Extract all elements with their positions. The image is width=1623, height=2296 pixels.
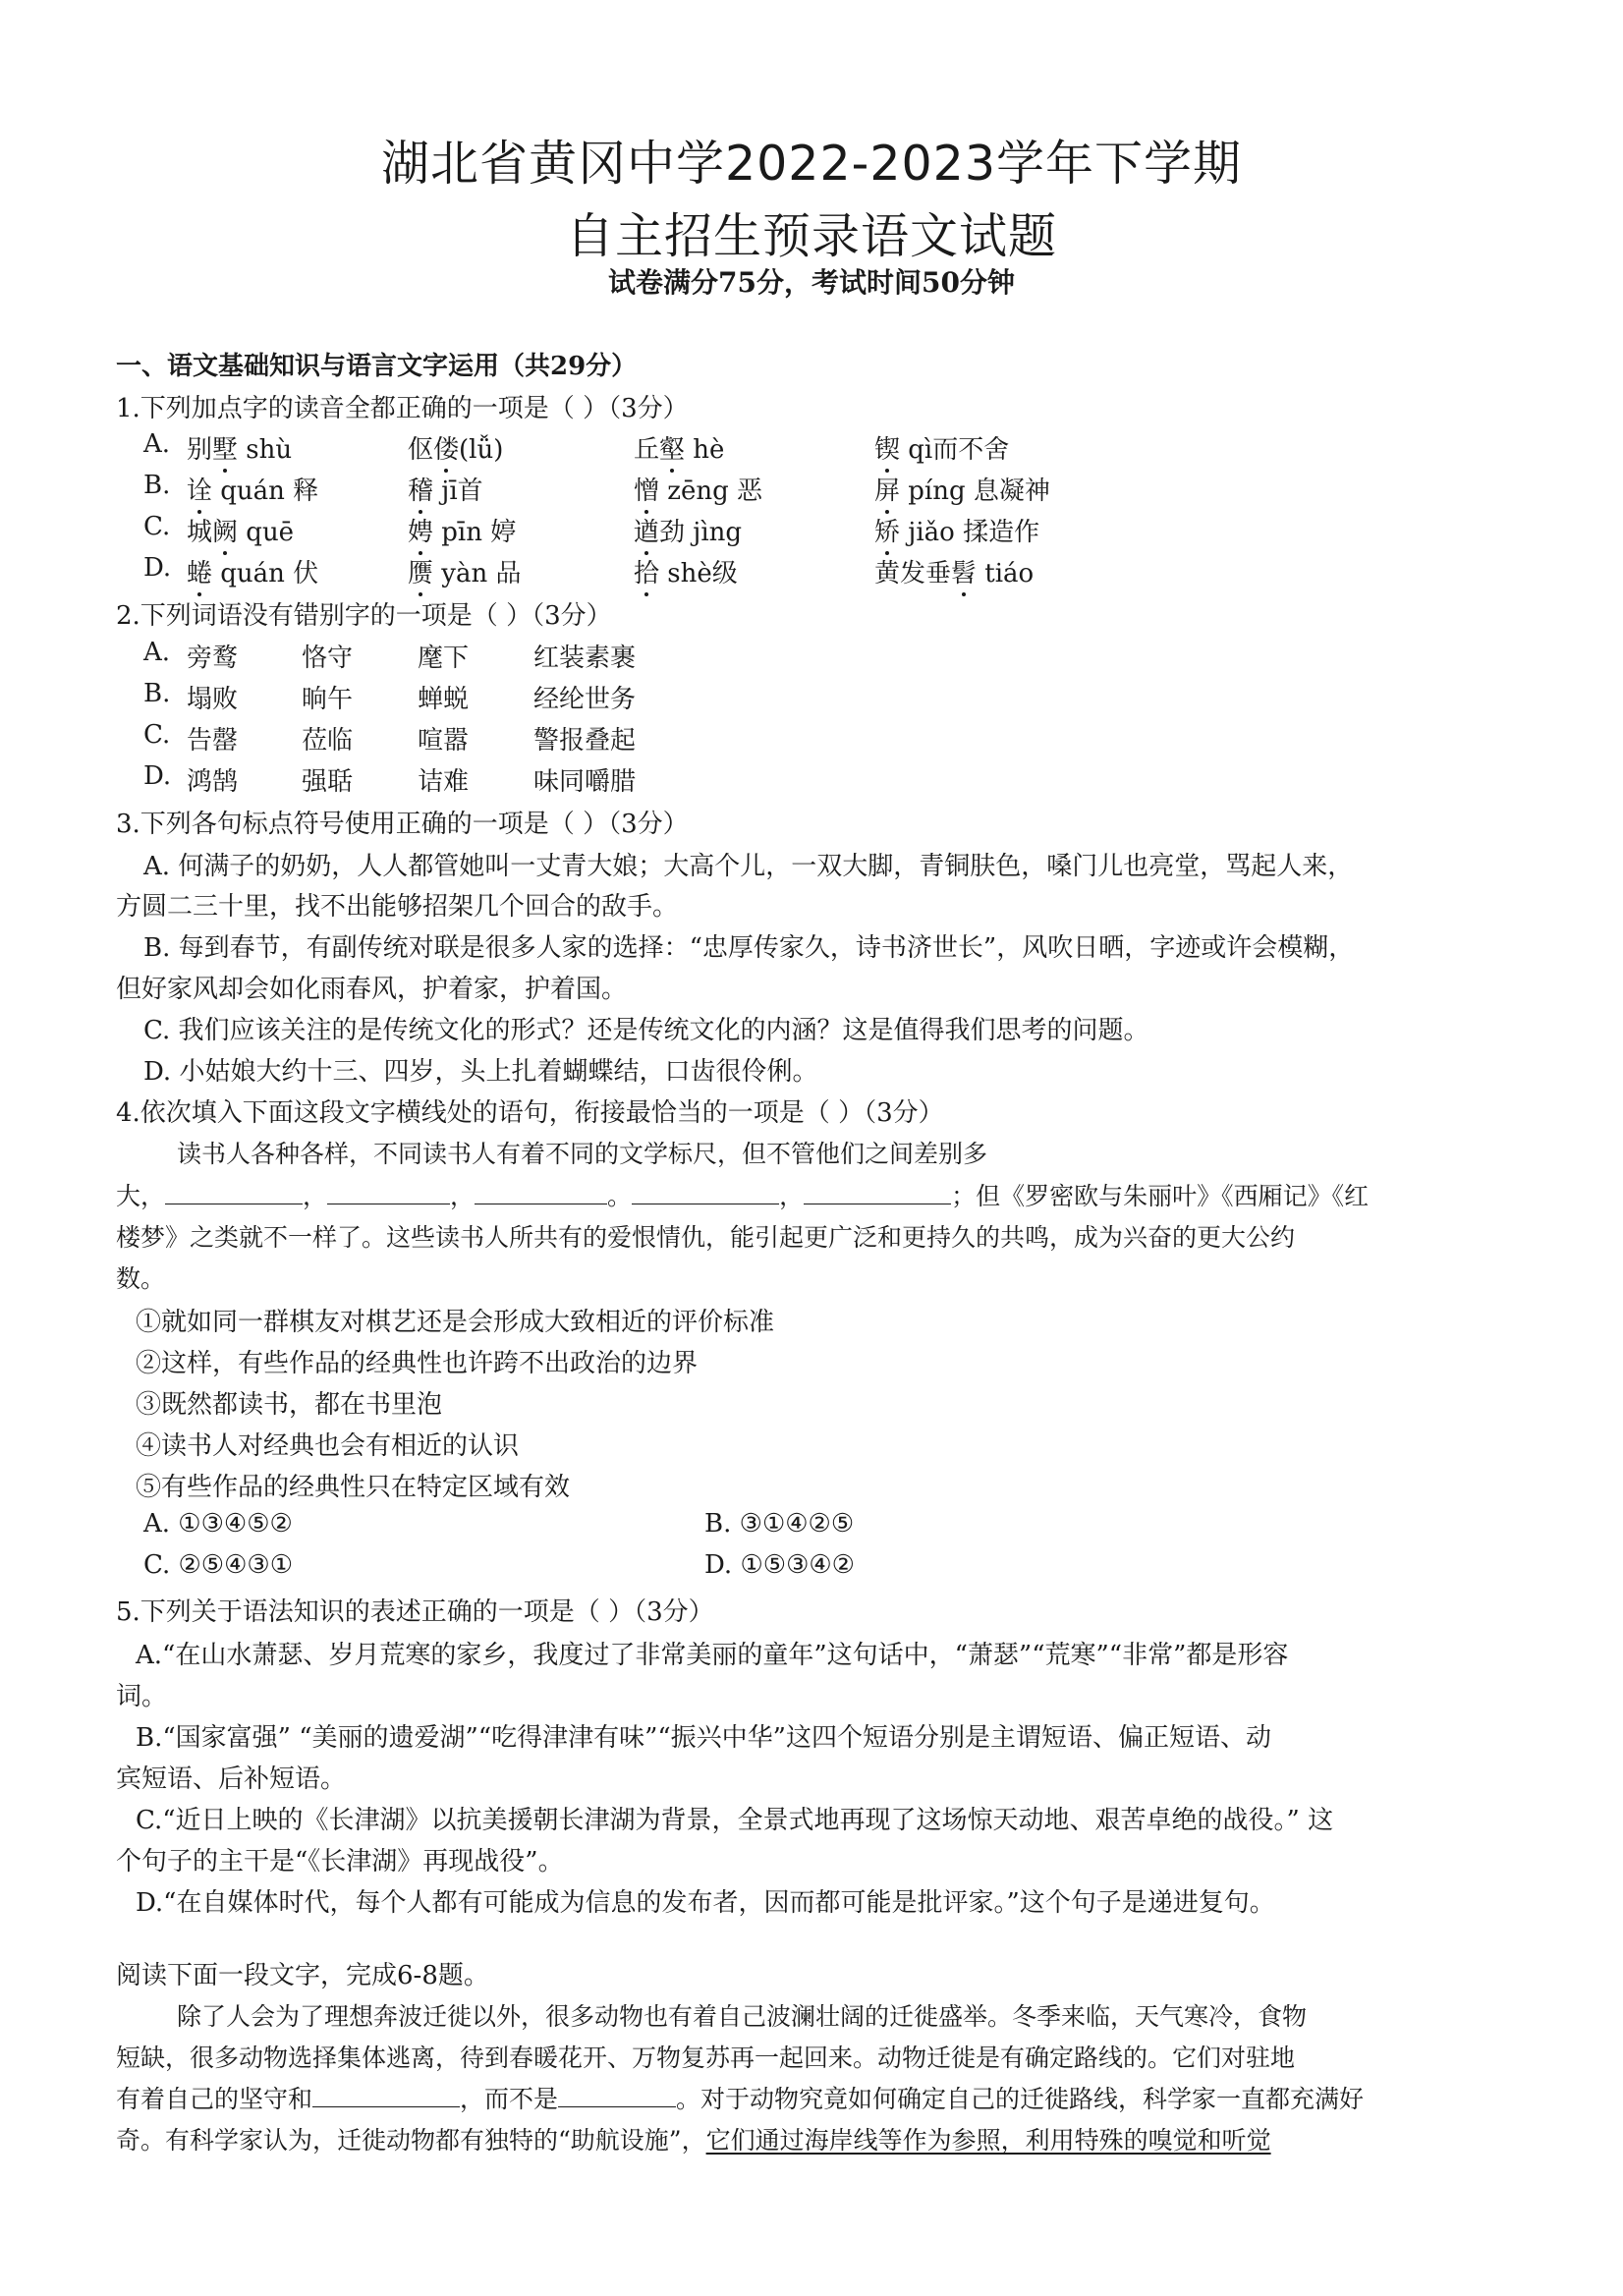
reading-passage: [116, 2121, 1271, 2156]
dotted-character: 娉: [408, 512, 433, 548]
question-1-option-item: [634, 429, 724, 466]
question-3-option-a: A. 何满子的奶奶，人人都管她叫一丈青大娘；大高个儿，一双大脚，青铜肤色，嗓门儿也亮堂，骂起人来，: [143, 852, 1354, 881]
question-1-option-item: [634, 553, 738, 589]
blank-1: [312, 2085, 460, 2107]
question-2-option-word: 麾下: [418, 644, 470, 673]
question-4-item: ⑤有些作品的经典性只在特定区域有效: [136, 1473, 571, 1502]
question-2-option-word: 味同嚼腊: [533, 767, 637, 797]
exam-subject-title: 自主招生预录语文试题: [565, 208, 1057, 264]
dotted-character: 憎: [634, 471, 659, 507]
question-2-option-word: 莅临: [302, 726, 354, 756]
item-text: qì而不舍: [900, 435, 1010, 465]
question-2-option-word: 鸿鹄: [187, 767, 239, 797]
question-2-stem: 2.下列词语没有错别字的一项是（ ）（3分）: [116, 601, 612, 631]
item-text: jī首: [433, 476, 483, 506]
dotted-character: 髫: [951, 553, 977, 589]
question-1-option-item: [634, 512, 742, 548]
passage-text: ；但《罗密欧与朱丽叶》《西厢记》《红: [951, 1182, 1370, 1210]
question-1-option-label: A.: [143, 429, 171, 459]
question-2-option-word: 晌午: [302, 685, 354, 714]
question-5-option-a: A.“在山水萧瑟、岁月荒寒的家乡，我度过了非常美丽的童年”这句话中，“萧瑟”“荒寒”“非常”都是形容: [136, 1641, 1289, 1670]
question-3-stem: 3.下列各句标点符号使用正确的一项是（ ）（3分）: [116, 810, 689, 839]
passage-text: 有着自己的坚守和: [116, 2085, 313, 2113]
dotted-character: 矫: [874, 512, 900, 548]
passage-text: ，而不是: [460, 2085, 559, 2113]
item-text: 城: [187, 518, 213, 547]
exam-title: 湖北省黄冈中学2022-2023学年下学期: [380, 136, 1243, 192]
question-5-option-c-cont: 个句子的主干是“《长津湖》再现战役”。: [116, 1847, 564, 1876]
question-2-option-label: B.: [143, 679, 171, 708]
question-2-option-word: 蝉蜕: [418, 685, 470, 714]
question-5-stem: 5.下列关于语法知识的表述正确的一项是（ ）（3分）: [116, 1597, 714, 1627]
item-text: quán 释: [212, 476, 319, 506]
item-text: 伛: [408, 435, 434, 465]
passage-text: ，: [303, 1182, 328, 1210]
dotted-character: 拾: [634, 553, 659, 589]
question-1-option-item: [408, 429, 503, 466]
question-1-option-item: [874, 471, 1050, 507]
item-text: (lǚ): [459, 435, 504, 465]
section-heading: 一、语文基础知识与语言文字运用（共29分）: [116, 352, 638, 381]
passage-text: ，: [779, 1182, 805, 1210]
passage-text: 。对于动物究竟如何确定自己的迁徙路线，科学家一直都充满好: [676, 2085, 1365, 2113]
exam-info: 试卷满分75分，考试时间50分钟: [608, 266, 1015, 299]
dotted-character: 阙: [212, 512, 238, 548]
question-1-option-item: [187, 553, 318, 589]
item-text: jiǎo 揉造作: [900, 518, 1040, 547]
question-1-option-label: B.: [143, 471, 171, 500]
dotted-character: 屏: [874, 471, 900, 507]
question-4-item: ①就如同一群棋友对棋艺还是会形成大致相近的评价标准: [136, 1308, 775, 1337]
question-1-option-item: [187, 512, 294, 548]
blank-2: [327, 1182, 450, 1204]
item-text: shè级: [659, 559, 738, 588]
question-2-option-word: 喧嚣: [418, 726, 470, 756]
item-text: 丘: [634, 435, 660, 465]
question-3-option-c: C. 我们应该关注的是传统文化的形式？还是传统文化的内涵？这是值得我们思考的问题。: [143, 1016, 1149, 1045]
item-text: hè: [685, 435, 725, 465]
question-2-option-word: 塌败: [187, 685, 239, 714]
passage-text: 奇。有科学家认为，迁徙动物都有独特的“助航设施”，: [116, 2126, 706, 2155]
item-text: 别: [187, 435, 213, 465]
question-2-option-word: 经纶世务: [533, 685, 637, 714]
underlined-sentence: 它们通过海岸线等作为参照，利用特殊的嗅觉和听觉: [705, 2126, 1271, 2155]
question-4-option-c: C. ②⑤④③①: [143, 1550, 294, 1580]
question-4-item: ②这样，有些作品的经典性也许跨不出政治的边界: [136, 1349, 699, 1378]
dotted-character: 稽: [408, 471, 433, 507]
question-3-option-a-cont: 方圆二三十里，找不出能够招架几个回合的敌手。: [116, 892, 679, 922]
question-4-passage-end: 数。: [116, 1264, 166, 1293]
item-text: zēng 恶: [659, 476, 763, 506]
question-4-option-b: B. ③①④②⑤: [704, 1509, 855, 1539]
question-1-option-item: [874, 553, 1034, 589]
question-1-option-item: [408, 553, 521, 589]
question-4-item: ③既然都读书，都在书里泡: [136, 1390, 443, 1420]
question-1-option-label: C.: [143, 512, 171, 541]
question-1-option-item: [187, 471, 318, 507]
blank-3: [475, 1182, 607, 1204]
question-1-option-item: [187, 429, 292, 466]
question-2-option-word: 警报叠起: [533, 726, 637, 756]
item-text: tiáo: [977, 559, 1035, 588]
question-1-option-item: [634, 471, 762, 507]
question-1-option-item: [874, 429, 1009, 466]
question-4-item: ④读书人对经典也会有相近的认识: [136, 1431, 520, 1461]
question-2-option-word: 强聒: [302, 767, 354, 797]
reading-passage-blanks: [116, 2080, 1364, 2115]
question-4-stem: 4.依次填入下面这段文字横线处的语句，衔接最恰当的一项是（ ）（3分）: [116, 1098, 944, 1128]
item-text: 劲 jìng: [659, 518, 743, 547]
item-text: píng 息凝神: [900, 476, 1050, 506]
blank-5: [804, 1182, 951, 1204]
question-2-option-word: 告罄: [187, 726, 239, 756]
dotted-character: 赝: [408, 553, 433, 589]
dotted-character: 蜷: [187, 553, 212, 589]
question-2-option-label: D.: [143, 761, 172, 791]
question-3-option-b: B. 每到春节，有副传统对联是很多人家的选择：“忠厚传家久，诗书济世长”，风吹日晒，字迹或许会模糊，: [143, 933, 1355, 963]
blank-1: [165, 1182, 303, 1204]
question-1-option-item: [874, 512, 1039, 548]
question-5-option-b: B.“国家富强” “美丽的遗爱湖”“吃得津津有味”“振兴中华”这四个短语分别是主谓短语、偏正短语、动: [136, 1723, 1271, 1753]
question-3-option-d: D. 小姑娘大约十三、四岁，头上扎着蝴蝶结，口齿很伶俐。: [143, 1057, 818, 1087]
question-5-option-d: D.“在自媒体时代，每个人都有可能成为信息的发布者，因而都可能是批评家。”这个句子是递进复句。: [136, 1888, 1275, 1918]
question-4-passage: 读书人各种各样，不同读书人有着不同的文学标尺，但不管他们之间差别多: [177, 1140, 988, 1168]
question-2-option-word: 诘难: [418, 767, 470, 797]
dotted-character: 壑: [659, 429, 685, 466]
question-5-option-a-cont: 词。: [116, 1682, 168, 1711]
reading-passage: 除了人会为了理想奔波迁徙以外，很多动物也有着自己波澜壮阔的迁徙盛举。冬季来临，天气寒冷，食物: [177, 2002, 1308, 2031]
question-1-option-item: [408, 471, 483, 507]
dotted-character: 偻: [433, 429, 459, 466]
blank-2: [558, 2085, 676, 2107]
question-5-option-b-cont: 宾短语、后补短语。: [116, 1764, 347, 1794]
dotted-character: 诠: [187, 471, 212, 507]
item-text: yàn 品: [433, 559, 522, 588]
reading-passage: 短缺，很多动物选择集体逃离，待到春暖花开、万物复苏再一起回来。动物迁徙是有确定路线的。它们对驻地: [116, 2044, 1296, 2072]
question-4-option-d: D. ①⑤③④②: [704, 1550, 855, 1580]
item-text: quán 伏: [212, 559, 319, 588]
passage-text: 大，: [116, 1182, 166, 1210]
question-4-option-a: A. ①③④⑤②: [143, 1509, 293, 1539]
question-2-option-word: 红装素裹: [533, 644, 637, 673]
item-text: quē: [238, 518, 295, 547]
reading-intro: 阅读下面一段文字，完成6-8题。: [116, 1961, 489, 1990]
item-text: 黄发垂: [874, 559, 952, 588]
passage-text: ，: [450, 1182, 476, 1210]
question-1-option-label: D.: [143, 553, 172, 583]
question-2-option-label: A.: [143, 638, 171, 667]
blank-4: [632, 1182, 779, 1204]
question-4-passage-cont: 楼梦》之类就不一样了。这些读书人所共有的爱恨情仇，能引起更广泛和更持久的共鸣，成为兴奋的更大公约: [116, 1223, 1296, 1252]
item-text: shù: [238, 435, 293, 465]
dotted-character: 遒: [634, 512, 659, 548]
passage-text: 。: [607, 1182, 633, 1210]
question-2-option-label: C.: [143, 720, 171, 750]
question-4-passage-blanks: [116, 1177, 1369, 1212]
question-1-option-item: [408, 512, 516, 548]
item-text: pīn 婷: [433, 518, 517, 547]
question-3-option-b-cont: 但好家风却会如化雨春风，护着家，护着国。: [116, 975, 628, 1004]
dotted-character: 锲: [874, 429, 900, 466]
question-2-option-word: 恪守: [302, 644, 354, 673]
question-5-option-c: C.“近日上映的《长津湖》以抗美援朝长津湖为背景，全景式地再现了这场惊天动地、艰苦卓绝的战役。” 这: [136, 1806, 1334, 1835]
question-2-option-word: 旁鹜: [187, 644, 239, 673]
dotted-character: 墅: [212, 429, 238, 466]
question-1-stem: 1.下列加点字的读音全都正确的一项是（ ）（3分）: [116, 394, 689, 423]
